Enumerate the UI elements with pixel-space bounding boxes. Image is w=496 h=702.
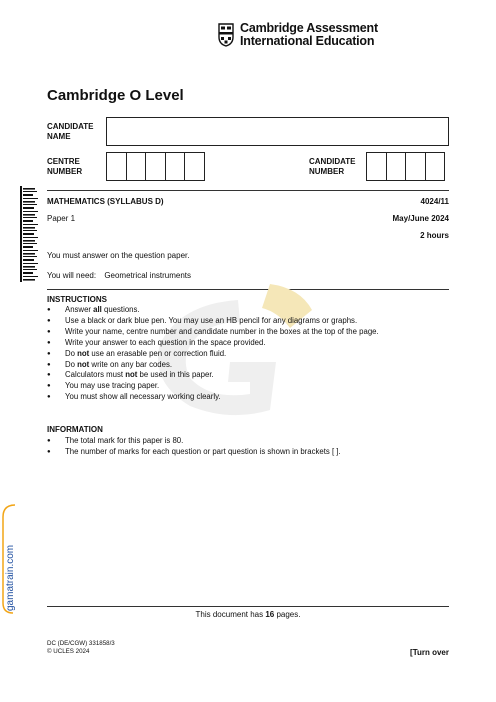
candidate-number-field[interactable] — [366, 152, 444, 181]
candidate-name-field[interactable] — [106, 117, 449, 146]
component-code: 4024/11 — [420, 197, 449, 206]
gamatrain-text: gamatrain.com — [5, 544, 16, 611]
exam-duration: 2 hours — [420, 231, 449, 240]
gamatrain-watermark — [1, 503, 17, 615]
list-item: ● You may use tracing paper. — [47, 381, 379, 392]
list-item: ● The number of marks for each question or part question is shown in brackets [ ]. — [47, 447, 341, 458]
page-count-number: 16 — [265, 610, 275, 619]
centre-number-cell[interactable] — [106, 152, 127, 181]
candidate-number-label-line1: CANDIDATE — [309, 157, 356, 166]
candidate-number-cell[interactable] — [386, 152, 407, 181]
candidate-number-cell[interactable] — [425, 152, 446, 181]
candidate-number-label-line2: NUMBER — [309, 167, 345, 176]
subject-title: MATHEMATICS (SYLLABUS D) — [47, 197, 164, 206]
centre-number-label-line2: NUMBER — [47, 167, 83, 176]
page-count-suffix: pages. — [274, 610, 301, 619]
candidate-name-label-line2: NAME — [47, 132, 71, 141]
information-list — [47, 436, 341, 458]
candidate-number-cell[interactable] — [366, 152, 387, 181]
footer-meta — [47, 640, 115, 656]
list-item: ● Do not write on any bar codes. — [47, 360, 379, 371]
list-item: ● Write your name, centre number and candidate number in the boxes at the top of the page. — [47, 327, 379, 338]
org-name-line2: International Education — [240, 34, 375, 48]
cambridge-shield-icon — [218, 23, 234, 47]
centre-number-label-line1: CENTRE — [47, 157, 80, 166]
barcode-icon — [20, 186, 38, 282]
footer-divider — [47, 606, 449, 607]
exam-session: May/June 2024 — [392, 214, 449, 223]
divider — [47, 190, 449, 191]
list-item: ● Do not use an erasable pen or correction fluid. — [47, 349, 379, 360]
cambridge-logo — [218, 22, 378, 48]
list-item: ● Calculators must not be used in this paper. — [47, 370, 379, 381]
page-count-prefix: This document has — [195, 610, 266, 619]
candidate-name-label-line1: CANDIDATE — [47, 122, 94, 131]
list-item: ● The total mark for this paper is 80. — [47, 436, 341, 447]
centre-number-cell[interactable] — [145, 152, 166, 181]
list-item: ● Use a black or dark blue pen. You may use an HB pencil for any diagrams or graphs. — [47, 316, 379, 327]
information-heading: INFORMATION — [47, 425, 103, 434]
centre-number-cell[interactable] — [126, 152, 147, 181]
instructions-list — [47, 305, 379, 403]
page-count — [0, 610, 496, 619]
list-item: ● Answer all questions. — [47, 305, 379, 316]
org-name-line1: Cambridge Assessment — [240, 21, 378, 35]
instructions-heading: INSTRUCTIONS — [47, 295, 107, 304]
centre-number-cell[interactable] — [184, 152, 205, 181]
candidate-number-cell[interactable] — [405, 152, 426, 181]
candidate-number-label — [309, 157, 356, 177]
centre-number-cell[interactable] — [165, 152, 186, 181]
answer-note: You must answer on the question paper. — [47, 251, 190, 260]
paper-number: Paper 1 — [47, 214, 76, 223]
list-item: ● Write your answer to each question in the space provided. — [47, 338, 379, 349]
candidate-name-label — [47, 122, 94, 142]
centre-number-field[interactable] — [106, 152, 204, 181]
you-will-need-value: Geometrical instruments — [104, 271, 192, 280]
copyright: © UCLES 2024 — [47, 648, 90, 655]
document-code: DC (DE/CGW) 331858/3 — [47, 640, 115, 647]
turn-over: [Turn over — [410, 648, 449, 657]
centre-number-label — [47, 157, 82, 177]
page-title: Cambridge O Level — [47, 87, 184, 104]
you-will-need-label: You will need: — [47, 271, 97, 280]
you-will-need — [47, 271, 191, 280]
list-item: ● You must show all necessary working clearly. — [47, 392, 379, 403]
